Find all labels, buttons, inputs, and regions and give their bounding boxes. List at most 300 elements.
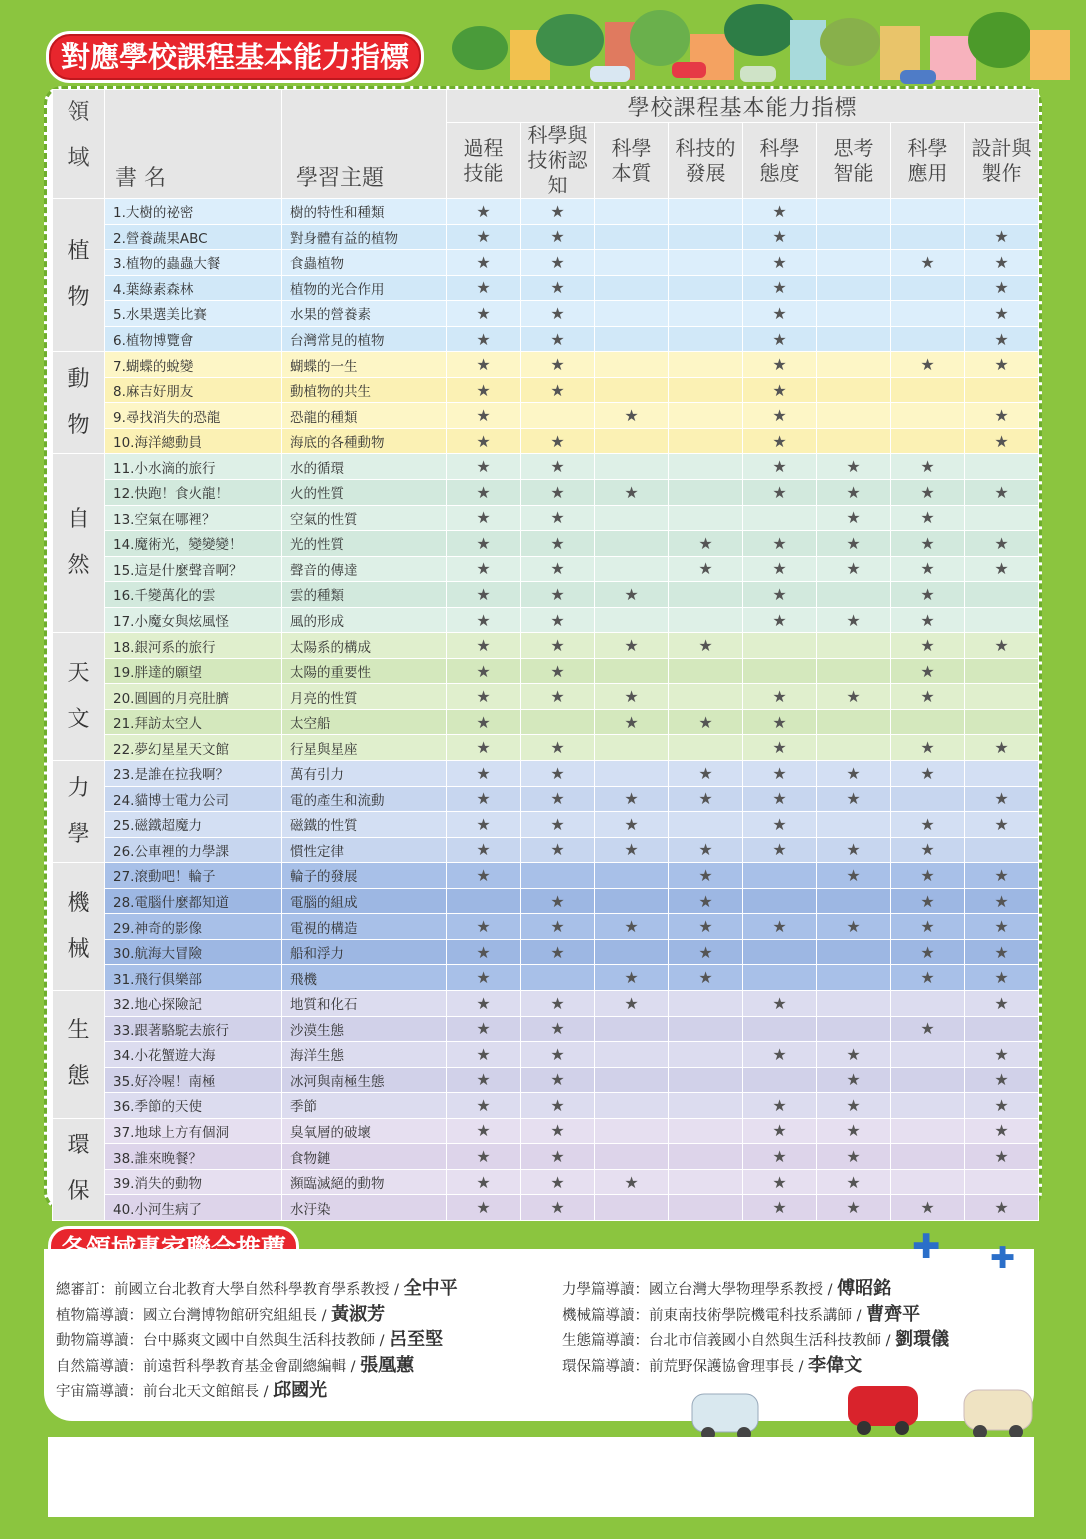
domain-label-char: 物 xyxy=(67,412,90,438)
book-title: 27.滾動吧！輪子 xyxy=(105,863,282,889)
star-icon: ★ xyxy=(521,1195,595,1221)
star-icon: ★ xyxy=(891,914,965,940)
empty-cell xyxy=(965,1016,1039,1042)
empty-cell xyxy=(595,275,669,301)
book-title: 39.消失的動物 xyxy=(105,1169,282,1195)
star-icon: ★ xyxy=(965,990,1039,1016)
empty-cell xyxy=(965,199,1039,225)
empty-cell xyxy=(669,403,743,429)
table-row xyxy=(53,1093,1039,1119)
star-icon: ★ xyxy=(447,250,521,276)
star-icon: ★ xyxy=(817,505,891,531)
empty-cell xyxy=(891,990,965,1016)
empty-cell xyxy=(595,224,669,250)
learning-theme: 火的性質 xyxy=(282,480,447,506)
expert-role: 總審訂：前國立台北教育大學自然科學教育學系教授 / xyxy=(56,1282,404,1298)
learning-theme: 磁鐵的性質 xyxy=(282,812,447,838)
book-title: 33.跟著駱駝去旅行 xyxy=(105,1016,282,1042)
empty-cell xyxy=(447,888,521,914)
domain-label-char: 自 xyxy=(67,507,90,533)
empty-cell xyxy=(817,275,891,301)
empty-cell xyxy=(891,377,965,403)
star-icon: ★ xyxy=(521,1016,595,1042)
empty-cell xyxy=(743,939,817,965)
domain-label-char: 動 xyxy=(67,366,90,392)
star-icon: ★ xyxy=(817,1118,891,1144)
empty-cell xyxy=(669,684,743,710)
empty-cell xyxy=(669,1042,743,1068)
star-icon: ★ xyxy=(743,1118,817,1144)
learning-theme: 台灣常見的植物 xyxy=(282,326,447,352)
table-row xyxy=(53,709,1039,735)
star-icon: ★ xyxy=(447,326,521,352)
star-icon: ★ xyxy=(743,480,817,506)
star-icon: ★ xyxy=(669,761,743,787)
expert-role: 機械篇導讀：前東南技術學院機電科技系講師 / xyxy=(562,1307,867,1324)
star-icon: ★ xyxy=(965,531,1039,557)
star-icon: ★ xyxy=(817,1093,891,1119)
star-icon: ★ xyxy=(743,250,817,276)
domain-label xyxy=(53,454,105,633)
star-icon: ★ xyxy=(521,326,595,352)
learning-theme: 地質和化石 xyxy=(282,990,447,1016)
empty-cell xyxy=(817,199,891,225)
expert-name: 劉環儀 xyxy=(895,1329,950,1350)
empty-cell xyxy=(817,301,891,327)
book-title: 2.營養蔬果ABC xyxy=(105,224,282,250)
star-icon: ★ xyxy=(965,1195,1039,1221)
star-icon: ★ xyxy=(669,863,743,889)
learning-theme: 海底的各種動物 xyxy=(282,428,447,454)
star-icon: ★ xyxy=(965,735,1039,761)
empty-cell xyxy=(965,377,1039,403)
book-title: 23.是誰在拉我啊？ xyxy=(105,761,282,787)
star-icon: ★ xyxy=(521,531,595,557)
learning-theme: 動植物的共生 xyxy=(282,377,447,403)
empty-cell xyxy=(817,326,891,352)
header-ability-line: 科技的 xyxy=(675,135,736,160)
table-row xyxy=(53,786,1039,812)
expert-name: 邱國光 xyxy=(273,1380,328,1401)
empty-cell xyxy=(743,633,817,659)
star-icon: ★ xyxy=(447,633,521,659)
table-row xyxy=(53,914,1039,940)
star-icon: ★ xyxy=(817,1067,891,1093)
header-ability-line: 製作 xyxy=(981,160,1022,185)
book-title: 25.磁鐵超魔力 xyxy=(105,812,282,838)
table-row xyxy=(53,1042,1039,1068)
star-icon: ★ xyxy=(447,837,521,863)
star-icon: ★ xyxy=(891,556,965,582)
table-row xyxy=(53,582,1039,608)
star-icon: ★ xyxy=(743,301,817,327)
learning-theme: 行星與星座 xyxy=(282,735,447,761)
book-title: 10.海洋總動員 xyxy=(105,428,282,454)
empty-cell xyxy=(817,939,891,965)
star-icon: ★ xyxy=(817,1144,891,1170)
learning-theme: 水汙染 xyxy=(282,1195,447,1221)
star-icon: ★ xyxy=(521,1093,595,1119)
empty-cell xyxy=(521,709,595,735)
star-icon: ★ xyxy=(817,1042,891,1068)
star-icon: ★ xyxy=(447,607,521,633)
star-icon: ★ xyxy=(891,888,965,914)
star-icon: ★ xyxy=(817,454,891,480)
expert-role: 動物篇導讀：台中縣爽文國中自然與生活科技教師 / xyxy=(56,1333,390,1349)
table-row xyxy=(53,301,1039,327)
star-icon: ★ xyxy=(447,965,521,991)
star-icon: ★ xyxy=(965,1042,1039,1068)
star-icon: ★ xyxy=(891,250,965,276)
learning-theme: 電腦的組成 xyxy=(282,888,447,914)
header-ability xyxy=(447,123,521,199)
empty-cell xyxy=(595,658,669,684)
empty-cell xyxy=(595,556,669,582)
empty-cell xyxy=(817,428,891,454)
star-icon: ★ xyxy=(595,990,669,1016)
star-icon: ★ xyxy=(447,199,521,225)
star-icon: ★ xyxy=(447,863,521,889)
domain-label-char: 環 xyxy=(67,1133,90,1159)
empty-cell xyxy=(595,250,669,276)
table-row xyxy=(53,1169,1039,1195)
book-title: 38.誰來晚餐？ xyxy=(105,1144,282,1170)
header-ability xyxy=(817,123,891,199)
empty-cell xyxy=(817,403,891,429)
book-title: 15.這是什麼聲音啊？ xyxy=(105,556,282,582)
star-icon: ★ xyxy=(447,505,521,531)
empty-cell xyxy=(743,888,817,914)
empty-cell xyxy=(669,250,743,276)
empty-cell xyxy=(595,761,669,787)
empty-cell xyxy=(669,1169,743,1195)
empty-cell xyxy=(669,480,743,506)
star-icon: ★ xyxy=(669,837,743,863)
star-icon: ★ xyxy=(743,531,817,557)
star-icon: ★ xyxy=(669,939,743,965)
domain-label-char: 械 xyxy=(67,936,90,962)
header-ability-line: 科學 xyxy=(611,135,652,160)
empty-cell xyxy=(891,1144,965,1170)
header-domain-char: 領 xyxy=(67,100,90,125)
empty-cell xyxy=(595,377,669,403)
table-row xyxy=(53,199,1039,225)
book-title: 1.大樹的祕密 xyxy=(105,199,282,225)
star-icon: ★ xyxy=(817,863,891,889)
table-row xyxy=(53,1067,1039,1093)
table-row xyxy=(53,658,1039,684)
ability-table xyxy=(52,89,1039,1221)
learning-theme: 海洋生態 xyxy=(282,1042,447,1068)
star-icon: ★ xyxy=(891,761,965,787)
empty-cell xyxy=(891,275,965,301)
book-title: 11.小水滴的旅行 xyxy=(105,454,282,480)
empty-cell xyxy=(817,352,891,378)
empty-cell xyxy=(817,1016,891,1042)
empty-cell xyxy=(891,326,965,352)
learning-theme: 聲音的傳達 xyxy=(282,556,447,582)
table-row xyxy=(53,837,1039,863)
table-row xyxy=(53,250,1039,276)
star-icon: ★ xyxy=(521,582,595,608)
star-icon: ★ xyxy=(447,428,521,454)
star-icon: ★ xyxy=(447,1042,521,1068)
empty-cell xyxy=(669,301,743,327)
empty-cell xyxy=(669,658,743,684)
star-icon: ★ xyxy=(891,480,965,506)
star-icon: ★ xyxy=(743,275,817,301)
learning-theme: 電的產生和流動 xyxy=(282,786,447,812)
star-icon: ★ xyxy=(521,1169,595,1195)
table-row xyxy=(53,1144,1039,1170)
plus-icon: ✚ xyxy=(912,1227,941,1267)
star-icon: ★ xyxy=(743,607,817,633)
empty-cell xyxy=(669,1067,743,1093)
star-icon: ★ xyxy=(891,735,965,761)
star-icon: ★ xyxy=(447,709,521,735)
star-icon: ★ xyxy=(521,761,595,787)
star-icon: ★ xyxy=(891,607,965,633)
table-row xyxy=(53,965,1039,991)
star-icon: ★ xyxy=(447,786,521,812)
learning-theme: 風的形成 xyxy=(282,607,447,633)
star-icon: ★ xyxy=(743,709,817,735)
learning-theme: 蝴蝶的一生 xyxy=(282,352,447,378)
empty-cell xyxy=(521,863,595,889)
header-domain xyxy=(53,90,105,199)
domain-label-char: 學 xyxy=(67,821,90,847)
star-icon: ★ xyxy=(891,352,965,378)
empty-cell xyxy=(965,684,1039,710)
star-icon: ★ xyxy=(669,556,743,582)
star-icon: ★ xyxy=(817,684,891,710)
blank-box xyxy=(48,1437,1034,1517)
book-title: 29.神奇的影像 xyxy=(105,914,282,940)
star-icon: ★ xyxy=(891,1195,965,1221)
expert-name: 呂至堅 xyxy=(389,1329,444,1350)
star-icon: ★ xyxy=(743,786,817,812)
empty-cell xyxy=(595,888,669,914)
table-row xyxy=(53,863,1039,889)
expert-role: 宇宙篇導讀：前台北天文館館長 / xyxy=(56,1384,274,1400)
learning-theme: 月亮的性質 xyxy=(282,684,447,710)
star-icon: ★ xyxy=(965,1093,1039,1119)
star-icon: ★ xyxy=(817,914,891,940)
book-title: 18.銀河系的旅行 xyxy=(105,633,282,659)
table-row xyxy=(53,607,1039,633)
expert-name: 張凰蕙 xyxy=(360,1354,415,1376)
empty-cell xyxy=(595,1144,669,1170)
star-icon: ★ xyxy=(447,761,521,787)
star-icon: ★ xyxy=(965,224,1039,250)
book-title: 31.飛行俱樂部 xyxy=(105,965,282,991)
star-icon: ★ xyxy=(521,1067,595,1093)
empty-cell xyxy=(595,607,669,633)
star-icon: ★ xyxy=(521,224,595,250)
expert-role: 植物篇導讀：國立台灣博物館研究組組長 / xyxy=(56,1307,332,1324)
star-icon: ★ xyxy=(965,352,1039,378)
expert-line xyxy=(56,1276,458,1302)
domain-label xyxy=(53,761,105,863)
table-row xyxy=(53,812,1039,838)
learning-theme: 輪子的發展 xyxy=(282,863,447,889)
header-ability-line: 思考 xyxy=(833,135,874,160)
star-icon: ★ xyxy=(447,1118,521,1144)
book-title: 17.小魔女與炫風怪 xyxy=(105,607,282,633)
table-row xyxy=(53,377,1039,403)
book-title: 16.千變萬化的雲 xyxy=(105,582,282,608)
star-icon: ★ xyxy=(447,939,521,965)
star-icon: ★ xyxy=(817,1195,891,1221)
empty-cell xyxy=(965,1169,1039,1195)
star-icon: ★ xyxy=(447,990,521,1016)
star-icon: ★ xyxy=(743,1195,817,1221)
empty-cell xyxy=(817,735,891,761)
header-ability xyxy=(521,123,595,199)
table-row xyxy=(53,428,1039,454)
star-icon: ★ xyxy=(669,965,743,991)
star-icon: ★ xyxy=(965,812,1039,838)
learning-theme: 季節 xyxy=(282,1093,447,1119)
star-icon: ★ xyxy=(521,1144,595,1170)
expert-name: 全中平 xyxy=(403,1278,458,1299)
domain-label-char: 態 xyxy=(67,1064,90,1090)
star-icon: ★ xyxy=(891,965,965,991)
domain-label-char: 物 xyxy=(67,285,90,311)
star-icon: ★ xyxy=(521,812,595,838)
empty-cell xyxy=(965,658,1039,684)
header-ability-line: 過程 xyxy=(463,135,504,160)
star-icon: ★ xyxy=(447,1067,521,1093)
learning-theme: 太陽的重要性 xyxy=(282,658,447,684)
empty-cell xyxy=(891,1093,965,1119)
star-icon: ★ xyxy=(595,709,669,735)
empty-cell xyxy=(743,1016,817,1042)
empty-cell xyxy=(595,939,669,965)
domain-label-char: 力 xyxy=(67,775,90,801)
star-icon: ★ xyxy=(965,965,1039,991)
learning-theme: 光的性質 xyxy=(282,531,447,557)
learning-theme: 太陽系的構成 xyxy=(282,633,447,659)
empty-cell xyxy=(891,428,965,454)
book-title: 19.胖達的願望 xyxy=(105,658,282,684)
empty-cell xyxy=(817,965,891,991)
domain-label xyxy=(53,352,105,454)
empty-cell xyxy=(965,582,1039,608)
header-theme: 學習主題 xyxy=(282,90,447,199)
star-icon: ★ xyxy=(891,939,965,965)
star-icon: ★ xyxy=(595,1169,669,1195)
star-icon: ★ xyxy=(595,914,669,940)
learning-theme: 船和浮力 xyxy=(282,939,447,965)
empty-cell xyxy=(891,224,965,250)
star-icon: ★ xyxy=(447,658,521,684)
star-icon: ★ xyxy=(891,582,965,608)
learning-theme: 電視的構造 xyxy=(282,914,447,940)
header-ability-line: 技能 xyxy=(463,160,504,185)
book-title: 34.小花蟹遊大海 xyxy=(105,1042,282,1068)
expert-role: 自然篇導讀：前遠哲科學教育基金會副總編輯 / xyxy=(56,1358,361,1375)
table-row xyxy=(53,556,1039,582)
empty-cell xyxy=(891,709,965,735)
star-icon: ★ xyxy=(521,735,595,761)
empty-cell xyxy=(669,505,743,531)
empty-cell xyxy=(669,199,743,225)
domain-label xyxy=(53,633,105,761)
empty-cell xyxy=(595,301,669,327)
star-icon: ★ xyxy=(521,633,595,659)
header-domain-char: 域 xyxy=(67,146,90,171)
learning-theme: 冰河與南極生態 xyxy=(282,1067,447,1093)
star-icon: ★ xyxy=(743,735,817,761)
learning-theme: 空氣的性質 xyxy=(282,505,447,531)
page-title: 對應學校課程基本能力指標 xyxy=(46,31,424,83)
domain-label xyxy=(53,1118,105,1220)
star-icon: ★ xyxy=(891,633,965,659)
empty-cell xyxy=(817,377,891,403)
header-ability-line: 發展 xyxy=(685,160,726,185)
star-icon: ★ xyxy=(521,939,595,965)
star-icon: ★ xyxy=(965,326,1039,352)
star-icon: ★ xyxy=(521,454,595,480)
star-icon: ★ xyxy=(521,275,595,301)
star-icon: ★ xyxy=(817,556,891,582)
star-icon: ★ xyxy=(521,837,595,863)
star-icon: ★ xyxy=(743,556,817,582)
empty-cell xyxy=(669,1195,743,1221)
empty-cell xyxy=(521,403,595,429)
empty-cell xyxy=(965,837,1039,863)
domain-label-char: 天 xyxy=(67,660,90,686)
star-icon: ★ xyxy=(447,582,521,608)
empty-cell xyxy=(595,1093,669,1119)
header-ability xyxy=(891,123,965,199)
domain-label xyxy=(53,863,105,991)
table-row xyxy=(53,505,1039,531)
empty-cell xyxy=(965,607,1039,633)
star-icon: ★ xyxy=(891,863,965,889)
expert-name: 曹齊平 xyxy=(866,1303,921,1325)
book-title: 14.魔術光，變變變！ xyxy=(105,531,282,557)
header-ability-line: 技術認知 xyxy=(527,148,588,197)
star-icon: ★ xyxy=(447,377,521,403)
empty-cell xyxy=(669,454,743,480)
book-title: 12.快跑！食火龍！ xyxy=(105,480,282,506)
star-icon: ★ xyxy=(595,965,669,991)
star-icon: ★ xyxy=(965,914,1039,940)
star-icon: ★ xyxy=(817,837,891,863)
star-icon: ★ xyxy=(447,531,521,557)
star-icon: ★ xyxy=(743,199,817,225)
star-icon: ★ xyxy=(447,684,521,710)
table-row xyxy=(53,633,1039,659)
star-icon: ★ xyxy=(965,633,1039,659)
empty-cell xyxy=(965,709,1039,735)
plus-icon: ✚ xyxy=(990,1241,1016,1276)
learning-theme: 雲的種類 xyxy=(282,582,447,608)
empty-cell xyxy=(965,454,1039,480)
empty-cell xyxy=(965,505,1039,531)
domain-label xyxy=(53,990,105,1118)
book-title: 36.季節的天使 xyxy=(105,1093,282,1119)
header-ability-line: 態度 xyxy=(759,160,800,185)
empty-cell xyxy=(891,301,965,327)
empty-cell xyxy=(595,1067,669,1093)
book-title: 8.麻吉好朋友 xyxy=(105,377,282,403)
star-icon: ★ xyxy=(891,837,965,863)
empty-cell xyxy=(595,863,669,889)
table-row xyxy=(53,275,1039,301)
